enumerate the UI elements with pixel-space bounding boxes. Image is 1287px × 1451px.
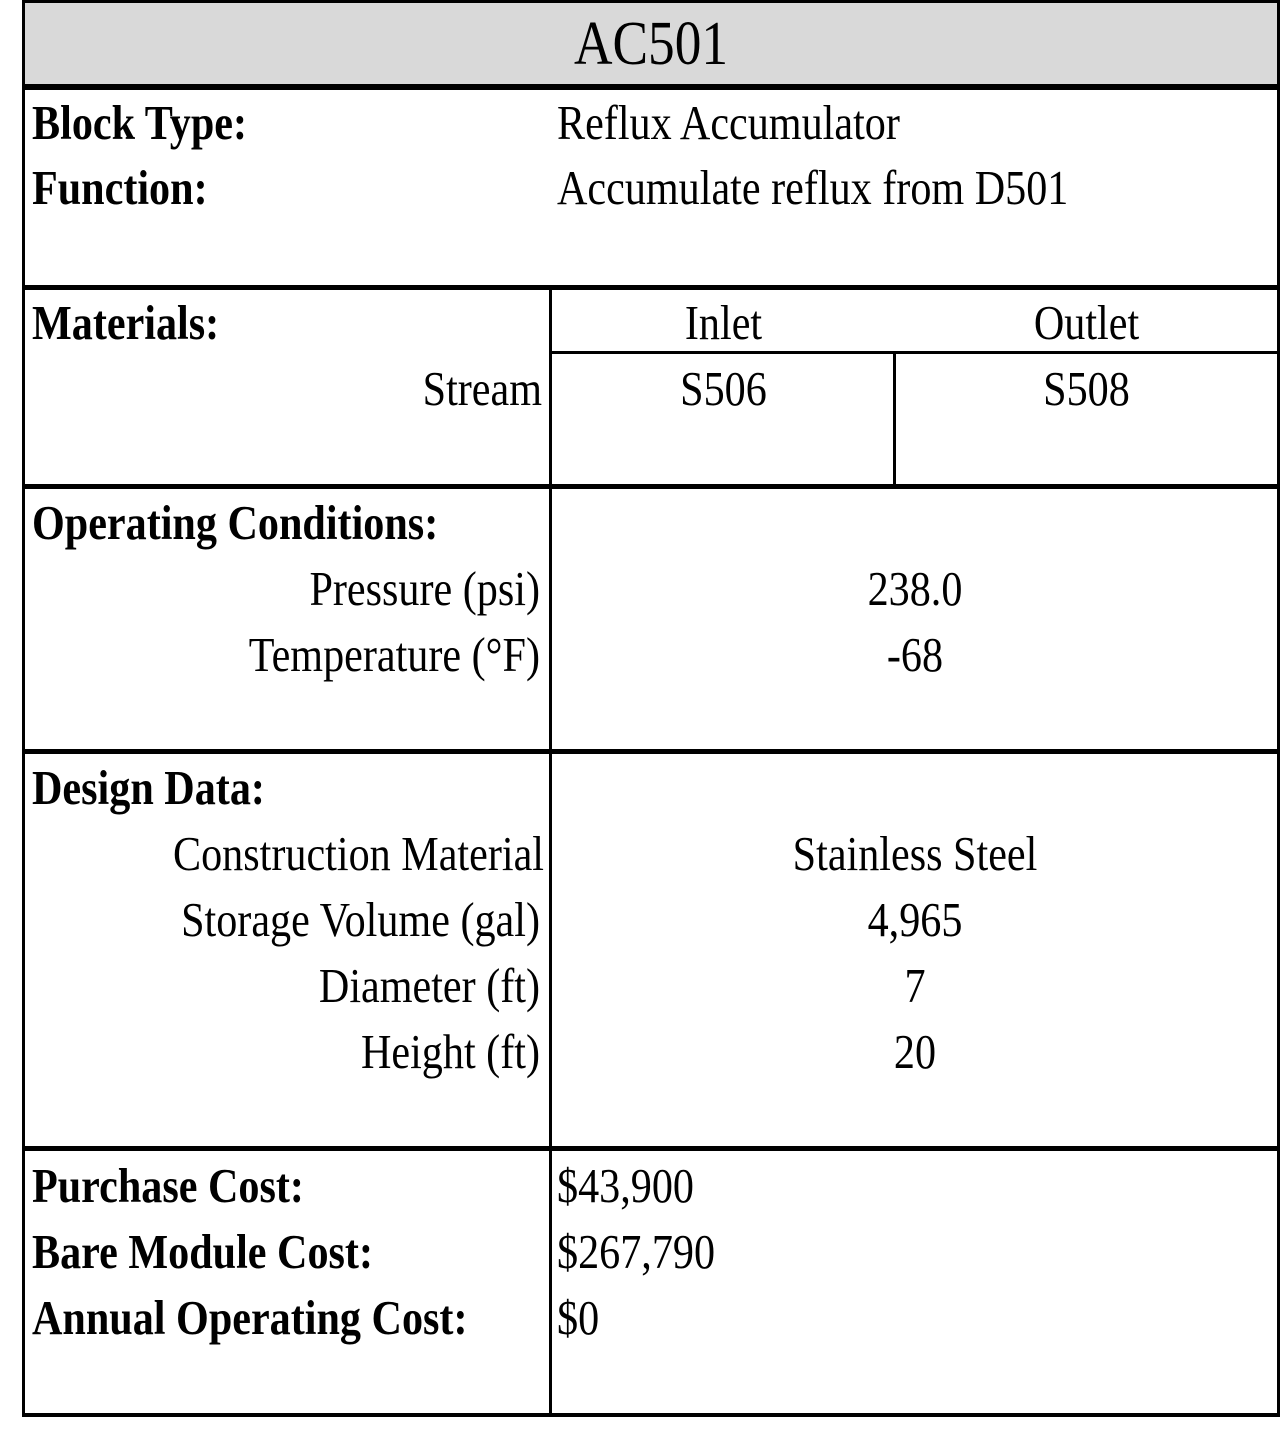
border-left	[22, 0, 25, 1417]
inlet-outlet-underline	[550, 351, 1280, 354]
materials-label: Materials:	[32, 295, 220, 350]
height-label: Height (ft)	[360, 1024, 540, 1079]
annual-operating-cost-label: Annual Operating Cost:	[32, 1290, 468, 1345]
storage-volume-value: 4,965	[867, 892, 963, 947]
inlet-outlet-divider	[893, 352, 896, 486]
border-bottom	[22, 1413, 1280, 1417]
function-value: Accumulate reflux from D501	[557, 160, 1069, 215]
temperature-value: -68	[886, 627, 944, 682]
divider-materials	[22, 285, 1280, 290]
divider-design	[22, 749, 1280, 754]
pressure-value: 238.0	[867, 561, 963, 616]
equipment-spec-sheet	[22, 0, 1280, 1417]
inlet-stream: S506	[680, 361, 767, 416]
bare-module-cost-label: Bare Module Cost:	[32, 1224, 373, 1279]
outlet-header: Outlet	[1033, 295, 1140, 350]
diameter-label: Diameter (ft)	[318, 958, 540, 1013]
construction-material-label: Construction Material	[173, 826, 544, 881]
divider-header	[22, 84, 1280, 90]
bare-module-cost-value: $267,790	[557, 1224, 716, 1279]
divider-operating	[22, 484, 1280, 489]
diameter-value: 7	[904, 958, 926, 1013]
height-value: 20	[893, 1024, 937, 1079]
construction-material-value: Stainless Steel	[792, 826, 1038, 881]
border-right	[1277, 0, 1280, 1417]
outlet-stream: S508	[1043, 361, 1130, 416]
purchase-cost-value: $43,900	[557, 1158, 694, 1213]
function-label: Function:	[32, 160, 208, 215]
inlet-header: Inlet	[684, 295, 763, 350]
divider-costs	[22, 1146, 1280, 1151]
block-type-label: Block Type:	[32, 95, 248, 150]
operating-conditions-label: Operating Conditions:	[32, 495, 439, 550]
storage-volume-label: Storage Volume (gal)	[181, 892, 541, 947]
annual-operating-cost-value: $0	[557, 1290, 600, 1345]
temperature-label: Temperature (°F)	[248, 627, 540, 682]
purchase-cost-label: Purchase Cost:	[32, 1158, 304, 1213]
design-data-label: Design Data:	[32, 760, 265, 815]
page-title: AC501	[573, 10, 729, 78]
pressure-label: Pressure (psi)	[309, 561, 540, 616]
block-type-value: Reflux Accumulator	[557, 95, 900, 150]
border-top	[22, 0, 1280, 3]
stream-label: Stream	[422, 361, 542, 416]
column-divider	[549, 288, 552, 1415]
